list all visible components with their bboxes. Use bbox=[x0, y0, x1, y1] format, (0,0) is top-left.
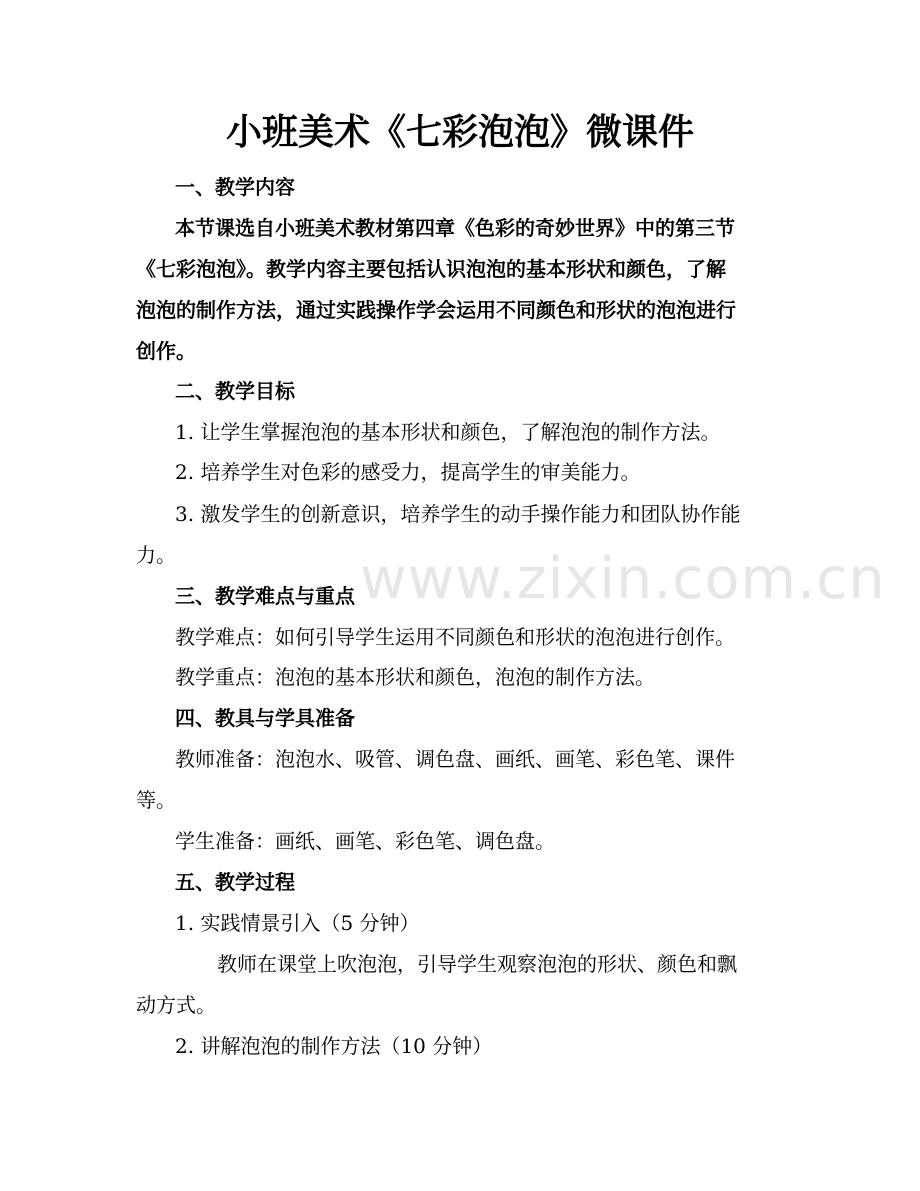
teacher-prep-line-1: 教师准备：泡泡水、吸管、调色盘、画纸、画笔、彩色笔、课件 bbox=[175, 747, 735, 771]
key-point-text: 教学重点：泡泡的基本形状和颜色，泡泡的制作方法。 bbox=[175, 665, 655, 689]
content-line-2: 《七彩泡泡》。教学内容主要包括认识泡泡的基本形状和颜色，了解 bbox=[136, 257, 726, 281]
document-title: 小班美术《七彩泡泡》微课件 bbox=[225, 111, 694, 153]
watermark: www.zixin.com.cn bbox=[360, 546, 886, 612]
process-step-1-desc-line-1: 教师在课堂上吹泡泡，引导学生观察泡泡的形状、颜色和飘 bbox=[217, 952, 737, 976]
student-prep: 学生准备：画纸、画笔、彩色笔、调色盘。 bbox=[175, 829, 555, 853]
difficulty-text: 教学难点：如何引导学生运用不同颜色和形状的泡泡进行创作。 bbox=[175, 625, 735, 649]
goal-item-2: 2. 培养学生对色彩的感受力，提高学生的审美能力。 bbox=[175, 460, 641, 484]
goal-item-3-line-1: 3. 激发学生的创新意识，培养学生的动手操作能力和团队协作能 bbox=[175, 502, 741, 526]
content-line-3: 泡泡的制作方法，通过实践操作学会运用不同颜色和形状的泡泡进行 bbox=[136, 298, 736, 322]
goal-item-1: 1. 让学生掌握泡泡的基本形状和颜色，了解泡泡的制作方法。 bbox=[175, 420, 721, 444]
content-line-1: 本节课选自小班美术教材第四章《色彩的奇妙世界》中的第三节 bbox=[175, 216, 735, 240]
process-step-1: 1. 实践情景引入（5 分钟） bbox=[175, 911, 420, 935]
content-line-4: 创作。 bbox=[136, 339, 196, 363]
section-heading-goals: 二、教学目标 bbox=[175, 379, 295, 403]
section-heading-content: 一、教学内容 bbox=[175, 175, 295, 199]
section-heading-materials: 四、教具与学具准备 bbox=[175, 706, 355, 730]
process-step-2: 2. 讲解泡泡的制作方法（10 分钟） bbox=[175, 1034, 493, 1058]
section-heading-difficulty: 三、教学难点与重点 bbox=[175, 584, 355, 608]
goal-item-3-line-2: 力。 bbox=[136, 543, 176, 567]
teacher-prep-line-2: 等。 bbox=[136, 788, 176, 812]
section-heading-process: 五、教学过程 bbox=[175, 870, 295, 894]
process-step-1-desc-line-2: 动方式。 bbox=[136, 993, 216, 1017]
